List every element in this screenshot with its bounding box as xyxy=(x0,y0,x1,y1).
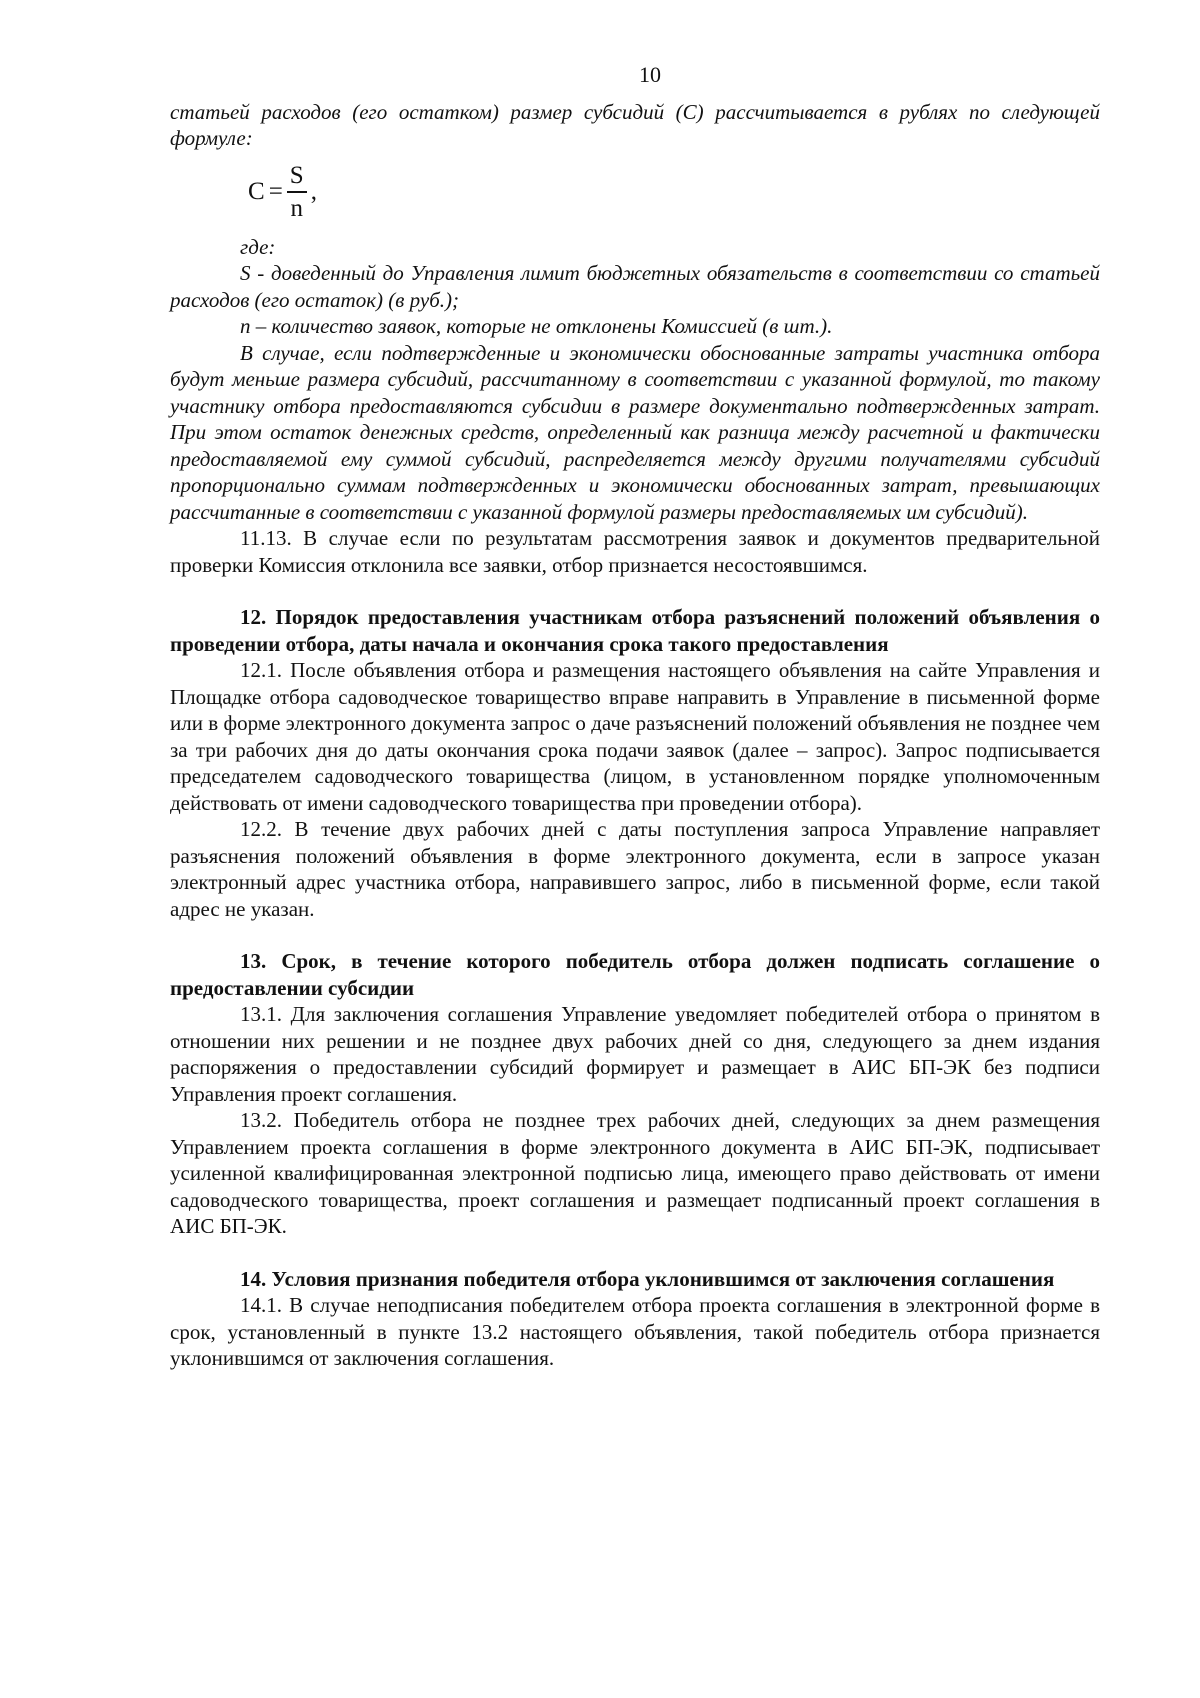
page-number: 10 xyxy=(639,62,661,87)
heading-14: 14. Условия признания победителя отбора уклонившимся от заключения соглашения xyxy=(240,1266,1055,1291)
paragraph-12-1: 12.1. После объявления отбора и размещения настоящего объявления на сайте Управления и Площадке отбора садоводческое товарищество вправе направить в Управление в письменной форме или в форме электронного документа запрос о даче разъяснений положений объявления не позднее чем за три рабочих дня до даты окончания срока подачи заявок (далее – запрос). Запрос подписывается председателем садоводческого товарищества (лицом, в установленном порядке уполномоченным действовать от имени садоводческого товарищества при проведении отбора). xyxy=(170,658,1100,815)
definition-s: S - доведенный до Управления лимит бюджетных обязательств в соответствии со статьей расходов (его остаток) (в руб.); xyxy=(170,261,1100,312)
formula-tail: , xyxy=(310,178,317,206)
definition-n: n – количество заявок, которые не отклонены Комиссией (в шт.). xyxy=(240,314,833,338)
heading-12: 12. Порядок предоставления участникам отбора разъяснений положений объявления о проведении отбора, даты начала и окончания срока такого предоставления xyxy=(170,605,1100,656)
italic-paragraph: В случае, если подтвержденные и экономически обоснованные затраты участника отбора будут меньше размера субсидий, рассчитанному в соответствии с указанной формулой, то такому участнику отбора предоставляются субсидии в размере документально подтвержденных затрат. При этом остаток денежных средств, определенный как разница между расчетной и фактически предоставляемой ему суммой субсидий, распределяется между другими получателями субсидий пропорционально суммам подтвержденных и экономически обоснованных затрат, превышающих рассчитанные в соответствии с указанной формулой размеры предоставляемых им субсидий). xyxy=(170,340,1100,524)
intro-line: статьей расходов (его остатком) размер субсидий (С) рассчитывается в рублях по следующей формуле: xyxy=(170,99,1100,150)
paragraph-11-13: 11.13. В случае если по результатам рассмотрения заявок и документов предварительной проверки Комиссия отклонила все заявки, отбор признается несостоявшимся. xyxy=(170,526,1100,577)
paragraph-13-2: 13.2. Победитель отбора не позднее трех рабочих дней, следующих за днем размещения Управлением проекта соглашения в форме электронного документа в АИС БП-ЭК, подписывает усиленной квалифицированная электронной подписью лица, имеющего право действовать от имени садоводческого товарищества, проект соглашения и размещает подписанный проект соглашения в АИС БП-ЭК. xyxy=(170,1108,1100,1238)
formula xyxy=(248,156,1100,230)
formula-numerator: S xyxy=(287,161,307,193)
paragraph-14-1: 14.1. В случае неподписания победителем отбора проекта соглашения в электронной форме в срок, установленный в пункте 13.2 настоящего объявления, такой победитель отбора признается уклонившимся от заключения соглашения. xyxy=(170,1293,1100,1370)
paragraph-12-2: 12.2. В течение двух рабочих дней с даты поступления запроса Управление направляет разъяснения положений объявления в форме электронного документа, если в запросе указан электронный адрес участника отбора, направившего запрос, либо в письменной форме, если такой адрес не указан. xyxy=(170,817,1100,921)
where-label: где: xyxy=(240,234,276,259)
paragraph-13-1: 13.1. Для заключения соглашения Управление уведомляет победителей отбора о принятом в отношении них решении и не позднее двух рабочих дней со дня, следующего за днем издания распоряжения о предоставлении субсидий формирует и размещает в АИС БП-ЭК без подписи Управления проект соглашения. xyxy=(170,1002,1100,1106)
heading-13: 13. Срок, в течение которого победитель отбора должен подписать соглашение о предоставлении субсидии xyxy=(170,949,1100,1000)
formula-eq: = xyxy=(268,178,283,206)
formula-lhs: С xyxy=(248,178,265,206)
formula-fraction xyxy=(287,161,307,225)
formula-denominator: n xyxy=(290,194,303,222)
